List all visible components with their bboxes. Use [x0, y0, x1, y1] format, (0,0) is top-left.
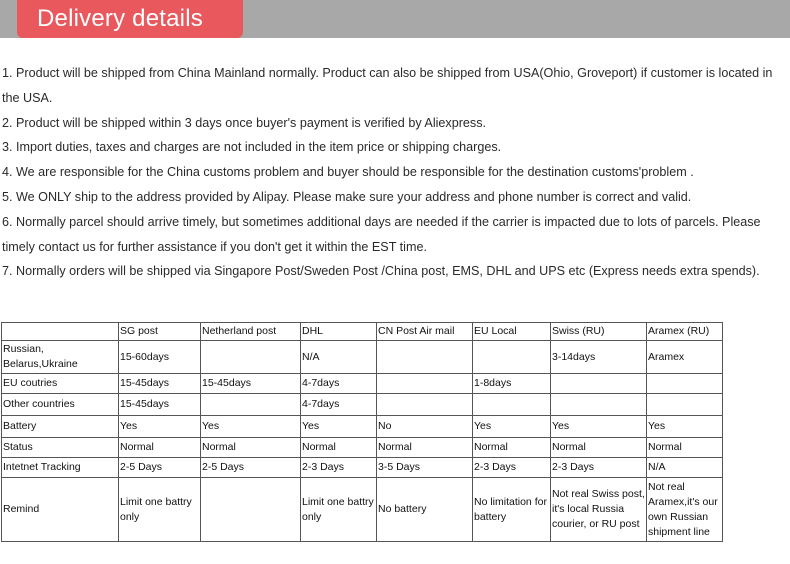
term-item: 4. We are responsible for the China customs problem and buyer should be responsible for the destination customs'problem .	[2, 165, 694, 180]
header-cell: Aramex (RU)	[647, 323, 723, 341]
table-cell	[647, 374, 723, 394]
table-cell: Limit one battry only	[119, 478, 201, 542]
table-header-row	[2, 323, 723, 341]
header-bar	[0, 0, 790, 38]
table-row	[2, 416, 723, 438]
table-cell	[377, 374, 473, 394]
table-cell: Normal	[119, 438, 201, 458]
delivery-terms	[2, 61, 784, 284]
table-cell: 15-45days	[201, 374, 301, 394]
term-item: 3. Import duties, taxes and charges are not included in the item price or shipping charges.	[2, 140, 502, 155]
row-label: Status	[2, 438, 119, 458]
header-cell: Netherland post	[201, 323, 301, 341]
table-cell: Yes	[119, 416, 201, 438]
table-cell: Normal	[647, 438, 723, 458]
table-cell	[201, 478, 301, 542]
term-item: 6. Normally parcel should arrive timely, but sometimes additional days are needed if the carrier is impacted due to lots of parcels. Please timely contact us for further assistance if you don't get it within the EST time.	[2, 214, 761, 254]
table-cell: Normal	[551, 438, 647, 458]
table-cell: 4-7days	[301, 374, 377, 394]
table-cell: 2-3 Days	[551, 458, 647, 478]
table-cell: 15-45days	[119, 394, 201, 416]
row-label: Other countries	[2, 394, 119, 416]
table-cell: N/A	[647, 458, 723, 478]
table-cell: 15-60days	[119, 341, 201, 374]
table-cell: Not real Swiss post, it's local Russia courier, or RU post	[551, 478, 647, 542]
header-cell	[2, 323, 119, 341]
table-row	[2, 438, 723, 458]
row-label: Remind	[2, 478, 119, 542]
table-cell: 15-45days	[119, 374, 201, 394]
table-cell	[551, 394, 647, 416]
header-cell: SG post	[119, 323, 201, 341]
table-cell: 3-5 Days	[377, 458, 473, 478]
table-cell: 2-3 Days	[301, 458, 377, 478]
table-cell: 2-5 Days	[201, 458, 301, 478]
table-cell	[473, 394, 551, 416]
table-cell: No battery	[377, 478, 473, 542]
header-cell: Swiss (RU)	[551, 323, 647, 341]
table-cell: N/A	[301, 341, 377, 374]
row-label: EU coutries	[2, 374, 119, 394]
header-cell: DHL	[301, 323, 377, 341]
table-cell: Normal	[201, 438, 301, 458]
term-item: 5. We ONLY ship to the address provided by Alipay. Please make sure your address and phone number is correct and valid.	[2, 189, 692, 204]
table-cell: Yes	[201, 416, 301, 438]
header-cell: EU Local	[473, 323, 551, 341]
table-row	[2, 374, 723, 394]
table-row	[2, 458, 723, 478]
table-cell: 2-3 Days	[473, 458, 551, 478]
table-row	[2, 394, 723, 416]
table-cell: 3-14days	[551, 341, 647, 374]
term-item: 1. Product will be shipped from China Mainland normally. Product can also be shipped from USA(Ohio, Groveport) if customer is located in the USA.	[2, 66, 773, 105]
term-item: 2. Product will be shipped within 3 days once buyer's payment is verified by Aliexpress.	[2, 115, 487, 130]
table-cell	[377, 394, 473, 416]
row-label: Intetnet Tracking	[2, 458, 119, 478]
row-label: Russian, Belarus,Ukraine	[2, 341, 119, 374]
table-cell: Yes	[473, 416, 551, 438]
shipping-table	[1, 322, 723, 542]
table-cell: Yes	[301, 416, 377, 438]
table-cell: No limitation for battery	[473, 478, 551, 542]
table-cell	[377, 341, 473, 374]
table-row	[2, 341, 723, 374]
term-item: 7. Normally orders will be shipped via Singapore Post/Sweden Post /China post, EMS, DHL and UPS etc (Express needs extra spends).	[2, 264, 760, 279]
table-cell: 4-7days	[301, 394, 377, 416]
section-title: Delivery details	[17, 0, 243, 38]
table-cell: Not real Aramex,it's our own Russian shipment line	[647, 478, 723, 542]
table-cell: No	[377, 416, 473, 438]
table-cell	[201, 394, 301, 416]
table-cell: Normal	[301, 438, 377, 458]
table-cell: Limit one battry only	[301, 478, 377, 542]
table-cell: Aramex	[647, 341, 723, 374]
table-cell: Normal	[473, 438, 551, 458]
table-cell: 2-5 Days	[119, 458, 201, 478]
table-cell	[473, 341, 551, 374]
table-cell: Yes	[647, 416, 723, 438]
row-label: Battery	[2, 416, 119, 438]
table-cell: 1-8days	[473, 374, 551, 394]
table-cell: Yes	[551, 416, 647, 438]
table-cell: Normal	[377, 438, 473, 458]
table-cell	[647, 394, 723, 416]
table-cell	[201, 341, 301, 374]
header-cell: CN Post Air mail	[377, 323, 473, 341]
table-row	[2, 478, 723, 542]
table-cell	[551, 374, 647, 394]
